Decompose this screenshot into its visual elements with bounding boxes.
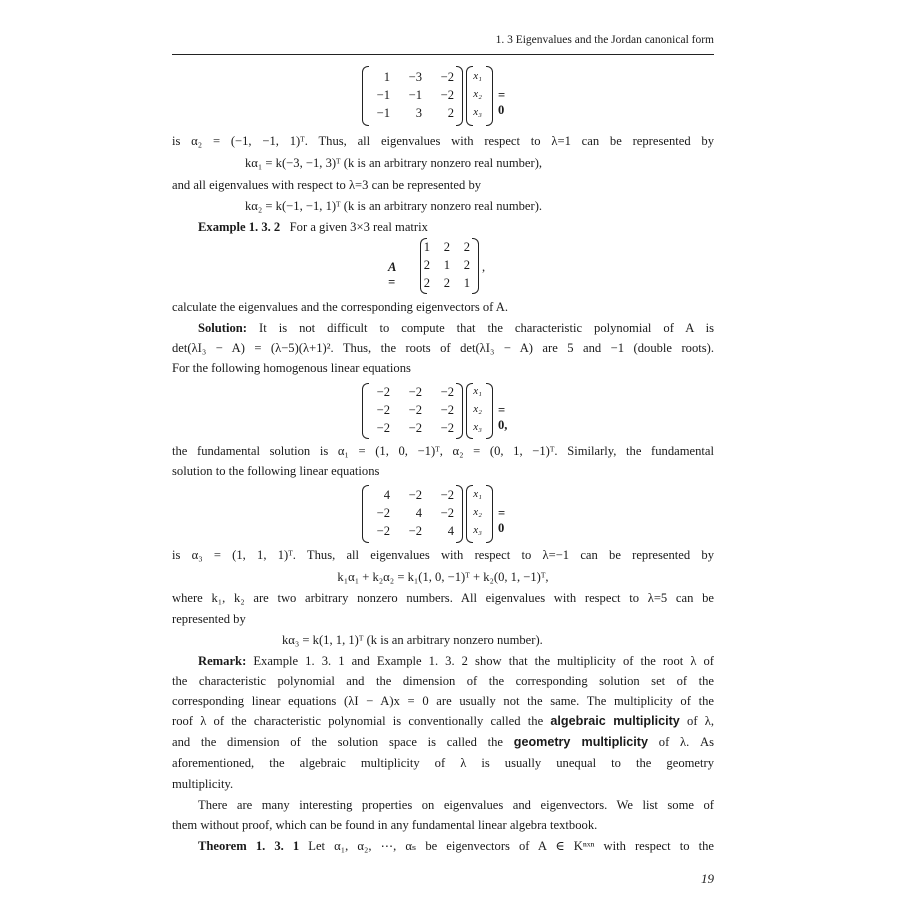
- matrix-cell: −1: [376, 106, 390, 120]
- theorem-paragraph: [172, 838, 714, 854]
- text-line: There are many interesting properties on eigenvalues and eigenvectors. We list some of: [198, 798, 714, 812]
- right-bracket: [486, 383, 493, 439]
- solution-paragraph: [172, 320, 714, 336]
- text-line: calculate the eigenvalues and the corresponding eigenvectors of A.: [172, 300, 509, 314]
- matrix-cell: 1: [443, 258, 450, 272]
- equation-line: kα₁ = k(−3, −1, 3)ᵀ (k is an arbitrary nonzero real number),: [245, 156, 543, 170]
- matrix-comma: ,: [482, 260, 486, 274]
- header-rule: [172, 54, 714, 55]
- remark-paragraph: [172, 653, 714, 669]
- right-bracket: [472, 238, 479, 294]
- matrix-cell: −2: [376, 506, 390, 520]
- matrix-cell: 2: [447, 106, 454, 120]
- vector-cell: x₃: [473, 421, 482, 433]
- matrix-cell: −2: [408, 385, 422, 399]
- equation-line: kα₂ = k(−1, −1, 1)ᵀ (k is an arbitrary nonzero real number).: [245, 199, 543, 213]
- text-line: multiplicity.: [172, 777, 234, 791]
- solution-label: Solution:: [198, 321, 247, 335]
- matrix-cell: 2: [423, 276, 430, 290]
- matrix-cell: −2: [408, 524, 422, 538]
- matrix-cell: −2: [440, 403, 454, 417]
- text-line: represented by: [172, 612, 246, 626]
- matrix-cell: 2: [463, 258, 470, 272]
- text-line: aforementioned, the algebraic multiplicity of λ is usually unequal to the geometry: [172, 756, 714, 770]
- matrix-cell: −3: [408, 70, 422, 84]
- text-line: corresponding linear equations (λI − A)x = 0 are usually not the same. The multiplicity of the: [172, 694, 714, 708]
- text-line: and all eigenvalues with respect to λ=3 can be represented by: [172, 178, 482, 192]
- matrix-cell: 2: [443, 276, 450, 290]
- text-line: For the following homogenous linear equations: [172, 361, 411, 375]
- matrix-cell: −2: [376, 524, 390, 538]
- term-algebraic-multiplicity: algebraic multiplicity: [550, 714, 680, 728]
- text-fragment: of λ,: [687, 714, 714, 728]
- equals-zero: = 0: [498, 88, 506, 117]
- matrix-cell: 1: [463, 276, 470, 290]
- text-line: the characteristic polynomial and the dimension of the corresponding solution set of the: [172, 674, 714, 688]
- matrix-cell: −2: [408, 488, 422, 502]
- matrix-cell: −2: [440, 385, 454, 399]
- vector-cell: x₃: [473, 524, 482, 536]
- matrix-cell: −2: [408, 421, 422, 435]
- matrix-cell: −2: [376, 385, 390, 399]
- matrix-cell: 1: [383, 70, 390, 84]
- vector-cell: x₂: [473, 506, 482, 518]
- matrix-cell: −2: [408, 403, 422, 417]
- matrix-cell: 4: [383, 488, 390, 502]
- running-header: 1. 3 Eigenvalues and the Jordan canonical form: [495, 34, 714, 46]
- matrix-cell: −2: [440, 88, 454, 102]
- theorem-label: Theorem 1. 3. 1: [198, 839, 300, 853]
- text-line: [172, 713, 714, 729]
- text-line: is α₂ = (−1, −1, 1)ᵀ. Thus, all eigenvalues with respect to λ=1 can be represented by: [172, 134, 714, 148]
- equals-zero: = 0,: [498, 403, 508, 432]
- remark-label: Remark:: [198, 654, 247, 668]
- text-fragment: roof λ of the characteristic polynomial is conventionally called the: [172, 714, 544, 728]
- vector-cell: x₁: [473, 488, 482, 500]
- text-line: where k₁, k₂ are two arbitrary nonzero numbers. All eigenvalues with respect to λ=5 can be: [172, 591, 714, 605]
- matrix-cell: −1: [376, 88, 390, 102]
- matrix-cell: −2: [440, 506, 454, 520]
- matrix-cell: 2: [463, 240, 470, 254]
- equation-line: k₁α₁ + k₂α₂ = k₁(1, 0, −1)ᵀ + k₂(0, 1, −1)ᵀ,: [337, 570, 549, 584]
- example-label: Example 1. 3. 2: [198, 220, 281, 234]
- vector-cell: x₂: [473, 88, 482, 100]
- page-number: 19: [701, 871, 714, 886]
- vector-cell: x₃: [473, 106, 482, 118]
- matrix-cell: 1: [423, 240, 430, 254]
- matrix-cell: −2: [440, 421, 454, 435]
- vector-cell: x₁: [473, 385, 482, 397]
- text-fragment: and the dimension of the solution space is called the: [172, 735, 503, 749]
- matrix-cell: −2: [440, 70, 454, 84]
- matrix-cell: 2: [443, 240, 450, 254]
- matrix-cell: −2: [376, 403, 390, 417]
- term-geometry-multiplicity: geometry multiplicity: [513, 735, 649, 749]
- text-line: them without proof, which can be found in any fundamental linear algebra textbook.: [172, 818, 598, 832]
- theorem-text: Let α₁, α₂, ⋯, αₛ be eigenvectors of A ∈ Kⁿˣⁿ with respect to the: [308, 839, 714, 853]
- equals-zero: = 0: [498, 506, 506, 535]
- text-fragment: of λ. As: [658, 735, 714, 749]
- matrix-cell: 3: [415, 106, 422, 120]
- vector-cell: x₂: [473, 403, 482, 415]
- matrix-cell: −1: [408, 88, 422, 102]
- text-line: is α₃ = (1, 1, 1)ᵀ. Thus, all eigenvalues with respect to λ=−1 can be represented by: [172, 548, 714, 562]
- right-bracket: [486, 66, 493, 126]
- matrix-cell: 2: [423, 258, 430, 272]
- text-line: [172, 734, 714, 750]
- matrix-cell: 4: [447, 524, 454, 538]
- example-heading: [198, 219, 714, 235]
- solution-text: It is not difficult to compute that the characteristic polynomial of A is: [259, 321, 714, 335]
- equation-line: kα₃ = k(1, 1, 1)ᵀ (k is an arbitrary nonzero number).: [282, 633, 543, 647]
- example-text: For a given 3×3 real matrix: [289, 220, 428, 234]
- text-line: solution to the following linear equations: [172, 464, 380, 478]
- text-line: det(λI₃ − A) = (λ−5)(λ+1)². Thus, the roots of det(λI₃ − A) are 5 and −1 (double roots).: [172, 341, 714, 355]
- matrix-cell: −2: [440, 488, 454, 502]
- text-line: the fundamental solution is α₁ = (1, 0, −1)ᵀ, α₂ = (0, 1, −1)ᵀ. Similarly, the fundamental: [172, 444, 714, 458]
- matrix-cell: 4: [415, 506, 422, 520]
- right-bracket: [486, 485, 493, 543]
- matrix-label: A =: [388, 260, 396, 289]
- vector-cell: x₁: [473, 70, 482, 82]
- remark-text: Example 1. 3. 1 and Example 1. 3. 2 show that the multiplicity of the root λ of: [253, 654, 714, 668]
- matrix-cell: −2: [376, 421, 390, 435]
